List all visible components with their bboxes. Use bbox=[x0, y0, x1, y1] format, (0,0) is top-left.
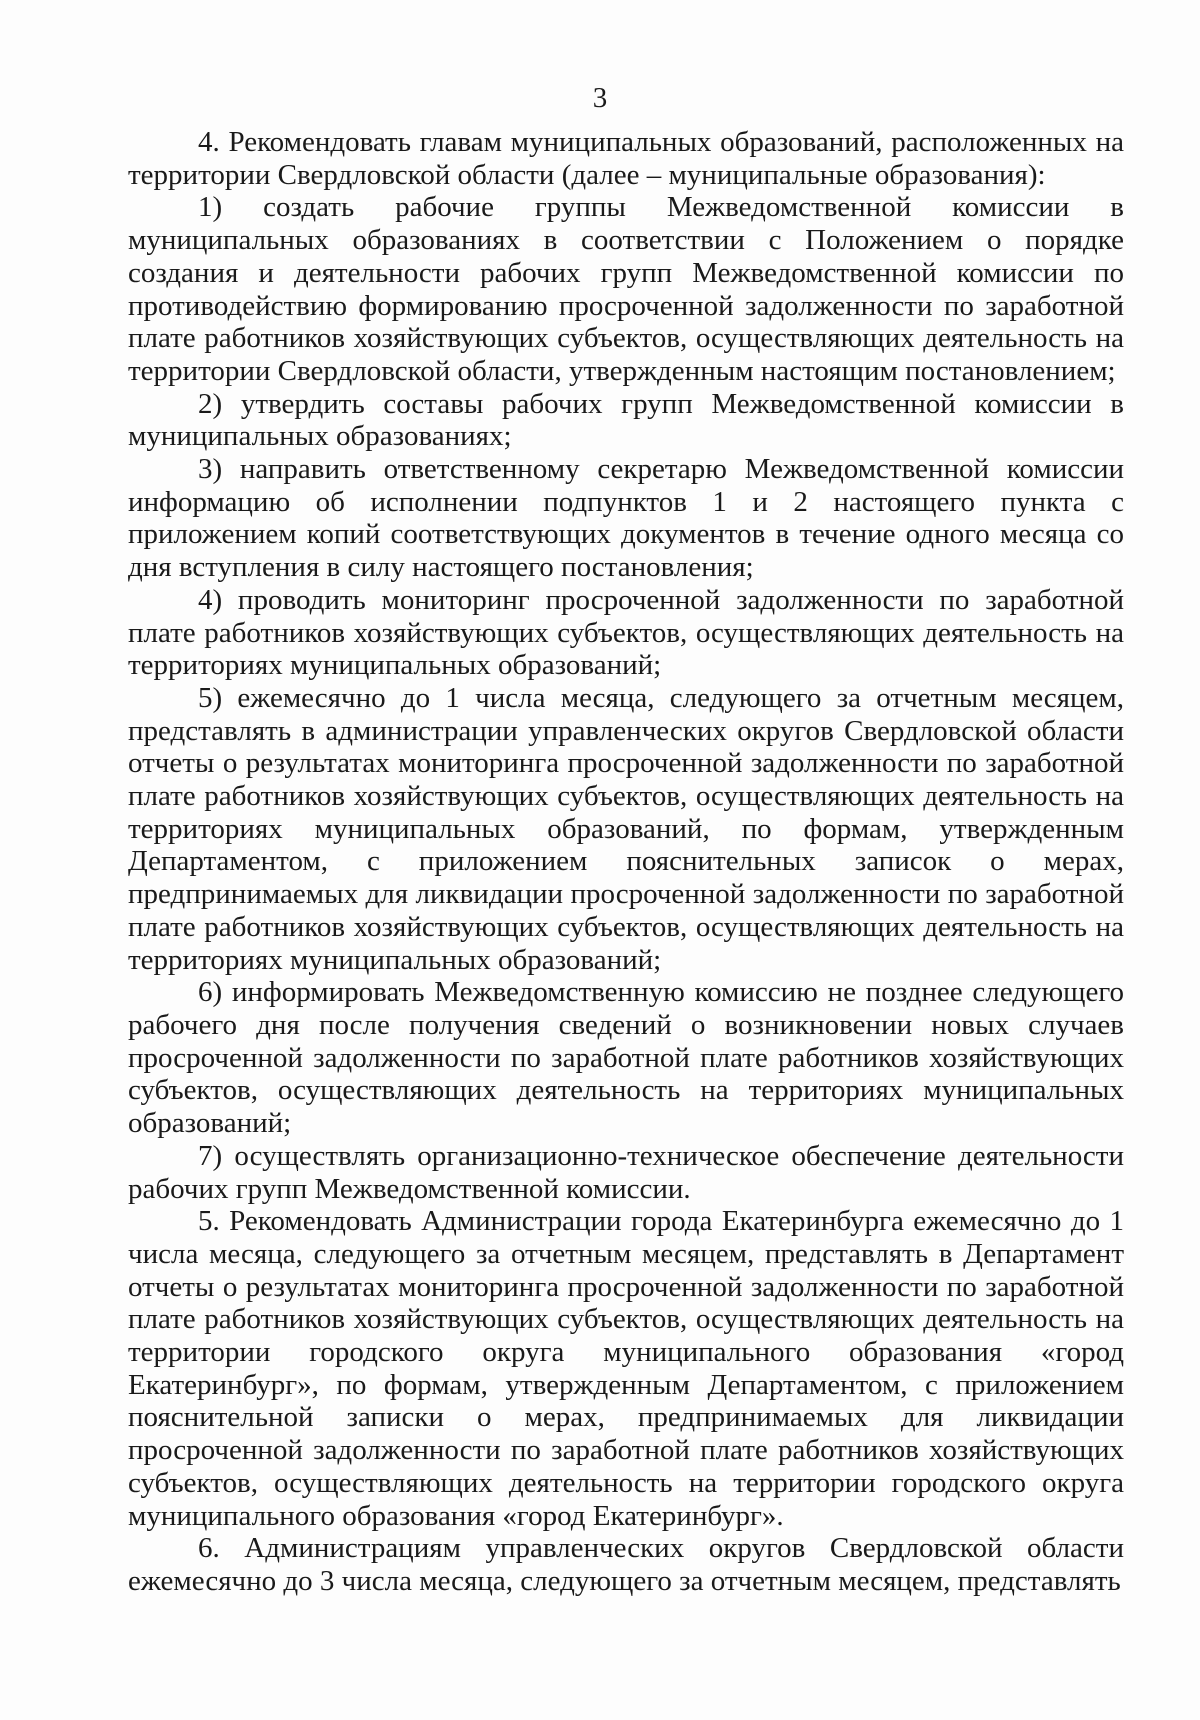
subparagraph-3: 3) направить ответственному секретарю Межведомственной комиссии информацию об исполнении подпунктов 1 и 2 настоящего пункта с приложением копий соответствующих документов в течение одного месяца со дня вступления в силу настоящего постановления; bbox=[128, 453, 1124, 584]
subparagraph-2: 2) утвердить составы рабочих групп Межведомственной комиссии в муниципальных образованиях; bbox=[128, 387, 1124, 453]
subparagraph-1: 1) создать рабочие группы Межведомственной комиссии в муниципальных образованиях в соответствии с Положением о порядке создания и деятельности рабочих групп Межведомственной комиссии по противодействию формированию просроченной задолженности по заработной плате работников хозяйствующих субъектов, осуществляющих деятельность на территории Свердловской области, утвержденным настоящим постановлением; bbox=[128, 191, 1124, 387]
document-body bbox=[128, 126, 1124, 1598]
paragraph-item-5: 5. Рекомендовать Администрации города Екатеринбурга ежемесячно до 1 числа месяца, следующего за отчетным месяцем, представлять в Департамент отчеты о результатах мониторинга просроченной задолженности по заработной плате работников хозяйствующих субъектов, осуществляющих деятельность на территории городского округа муниципального образования «город Екатеринбург», по формам, утвержденным Департаментом, с приложением пояснительной записки о мерах, предпринимаемых для ликвидации просроченной задолженности по заработной плате работников хозяйствующих субъектов, осуществляющих деятельность на территории городского округа муниципального образования «город Екатеринбург». bbox=[128, 1205, 1124, 1532]
page-number: 3 bbox=[592, 82, 608, 114]
paragraph-item-6: 6. Администрациям управленческих округов Свердловской области ежемесячно до 3 числа месяца, следующего за отчетным месяцем, представлять bbox=[128, 1532, 1124, 1597]
subparagraph-5: 5) ежемесячно до 1 числа месяца, следующего за отчетным месяцем, представлять в администрации управленческих округов Свердловской области отчеты о результатах мониторинга просроченной задолженности по заработной плате работников хозяйствующих субъектов, осуществляющих деятельность на территориях муниципальных образований, по формам, утвержденным Департаментом, с приложением пояснительных записок о мерах, предпринимаемых для ликвидации просроченной задолженности по заработной плате работников хозяйствующих субъектов, осуществляющих деятельность на территориях муниципальных образований; bbox=[128, 681, 1124, 976]
subparagraph-4: 4) проводить мониторинг просроченной задолженности по заработной плате работников хозяйствующих субъектов, осуществляющих деятельность на территориях муниципальных образований; bbox=[128, 583, 1124, 682]
subparagraph-7: 7) осуществлять организационно-техническое обеспечение деятельности рабочих групп Межведомственной комиссии. bbox=[128, 1139, 1124, 1205]
paragraph-item-4: 4. Рекомендовать главам муниципальных образований, расположенных на территории Свердловской области (далее – муниципальные образования): bbox=[128, 126, 1124, 191]
subparagraph-6: 6) информировать Межведомственную комиссию не позднее следующего рабочего дня после получения сведений о возникновении новых случаев просроченной задолженности по заработной плате работников хозяйствующих субъектов, осуществляющих деятельность на территориях муниципальных образований; bbox=[128, 976, 1124, 1140]
